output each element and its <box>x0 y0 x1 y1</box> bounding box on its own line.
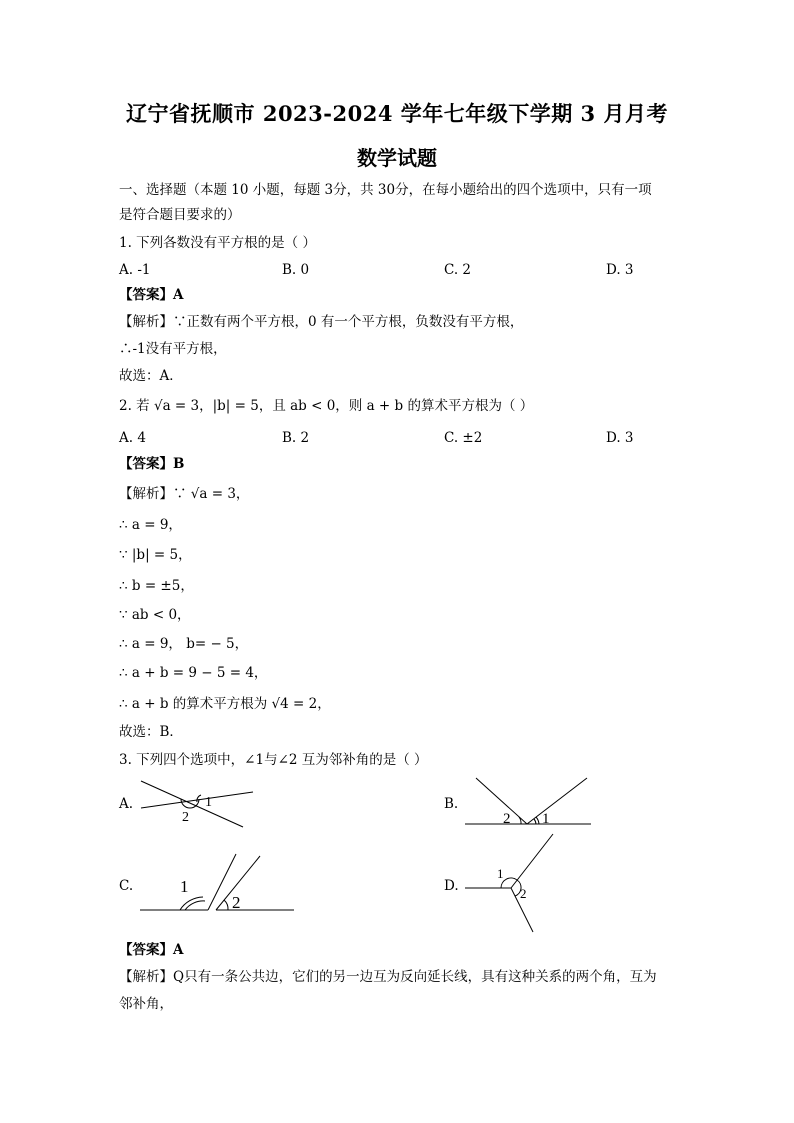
q3-figure-a <box>135 775 255 835</box>
q2-analysis-line: ∵ |b| = 5， <box>119 547 192 563</box>
q2-answer: 【答案】B <box>119 456 185 472</box>
q3-figure-d <box>465 832 565 936</box>
figure-b-label-1: 1 <box>542 811 550 827</box>
q1-answer: 【答案】A <box>119 287 184 303</box>
q3-option-c-letter: C. <box>119 878 134 894</box>
q3-option-d-letter: D. <box>444 878 459 894</box>
q1-stem: 1. 下列各数没有平方根的是（ ） <box>119 235 316 251</box>
q1-option-c: C. 2 <box>444 262 472 278</box>
figure-d-label-1: 1 <box>497 866 504 881</box>
q2-option-c: C. ±2 <box>444 430 483 446</box>
q2-option-b: B. 2 <box>282 430 310 446</box>
q1-option-b: B. 0 <box>282 262 310 278</box>
q2-analysis-line: ∵ ab < 0， <box>119 607 191 623</box>
figure-a-label-2: 2 <box>182 810 189 825</box>
q2-analysis-line: ∴ b = ±5， <box>119 578 194 594</box>
q2-analysis-line: 【解析】∵ √a = 3， <box>119 486 250 502</box>
page-title: 辽宁省抚顺市 2023-2024 学年七年级下学期 3 月月考 <box>126 101 668 126</box>
q1-analysis-line: 故选：A． <box>119 368 183 384</box>
figure-c-label-2: 2 <box>232 893 241 912</box>
q2-option-a: A. 4 <box>119 430 146 446</box>
q2-analysis-line: ∴ a = 9， <box>119 517 182 533</box>
q2-analysis-line: ∴ a + b 的算术平方根为 √4 = 2， <box>119 696 331 712</box>
figure-b-label-2: 2 <box>503 811 511 827</box>
figure-d-label-2: 2 <box>520 886 527 901</box>
section-heading: 一、选择题（本题 10 小题，每题 3分，共 30分，在每小题给出的四个选项中，只有一项 <box>119 182 652 198</box>
q1-analysis-line: 【解析】∵正数有两个平方根，0 有一个平方根，负数没有平方根， <box>119 314 524 330</box>
q3-figure-c <box>140 852 300 914</box>
q3-option-b-letter: B. <box>444 796 459 812</box>
page-subtitle: 数学试题 <box>357 146 437 170</box>
q3-option-a-letter: A. <box>119 796 134 812</box>
q3-figure-b <box>465 776 595 828</box>
q3-analysis-line: 【解析】Q只有一条公共边，它们的另一边互为反向延长线，具有这种关系的两个角，互为 <box>119 969 657 985</box>
figure-a-label-1: 1 <box>205 795 212 810</box>
q3-answer: 【答案】A <box>119 942 184 958</box>
figure-c-label-1: 1 <box>180 877 189 896</box>
q2-option-d: D. 3 <box>606 430 634 446</box>
q1-option-a: A. -1 <box>119 262 151 278</box>
section-heading-cont: 是符合题目要求的） <box>119 207 241 223</box>
q2-analysis-line: 故选：B． <box>119 724 183 740</box>
q2-stem: 2. 若 √a = 3，|b| = 5，且 ab < 0，则 a + b 的算术平方根为（ ） <box>119 398 534 414</box>
q1-option-d: D. 3 <box>606 262 634 278</box>
q3-stem: 3. 下列四个选项中，∠1与∠2 互为邻补角的是（ ） <box>119 752 428 768</box>
q1-analysis-line: ∴-1没有平方根， <box>119 341 227 357</box>
q3-analysis-line: 邻补角， <box>119 996 173 1012</box>
q2-analysis-line: ∴ a + b = 9 − 5 = 4， <box>119 665 268 681</box>
q2-analysis-line: ∴ a = 9， b= − 5， <box>119 636 249 652</box>
